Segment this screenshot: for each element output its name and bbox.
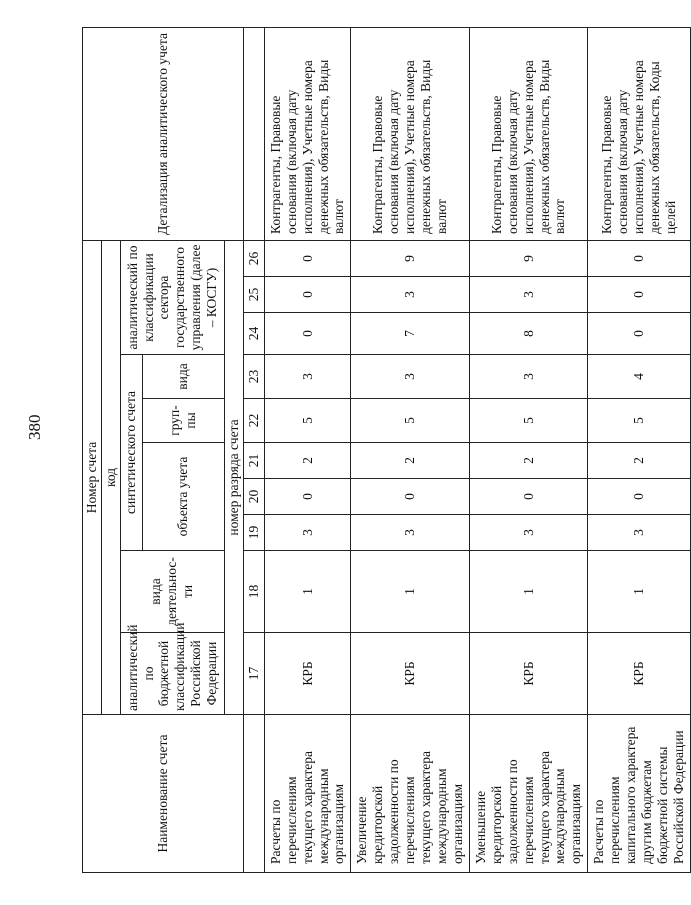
- group-digit: 5: [588, 399, 691, 443]
- object-digit: 0: [588, 479, 691, 515]
- detail-text: Контрагенты, Правовые основания (включая дату исполнения), Учетные номера денежных обязательств, Виды валют: [264, 27, 351, 240]
- header-synthetic: синтетического счета: [120, 355, 142, 551]
- column-number: 22: [243, 399, 264, 443]
- group-digit: 5: [351, 399, 469, 443]
- kosgu-digit: 9: [351, 240, 469, 276]
- accounts-table: [82, 27, 691, 873]
- header-code: код: [101, 240, 120, 714]
- header-account-number: Номер счета: [83, 240, 102, 714]
- object-digit: 0: [264, 479, 351, 515]
- table-row: [264, 27, 351, 872]
- kosgu-digit: 0: [588, 240, 691, 276]
- object-digit: 3: [588, 515, 691, 551]
- header-digit-number: номер разряда счета: [224, 240, 243, 714]
- header-kosgu: аналитический по классификации сектора государственного управления (далее – КОСГУ): [120, 240, 224, 354]
- account-name: Уменьшение кредиторской задолженности по перечислениям текущего характера международным организациям: [469, 715, 587, 873]
- page-number: 380: [25, 414, 44, 440]
- kosgu-digit: 3: [469, 277, 587, 313]
- table-row: [469, 27, 587, 872]
- detail-text: Контрагенты, Правовые основания (включая дату исполнения), Учетные номера денежных обязательств, Коды целей: [588, 27, 691, 240]
- object-digit: 0: [469, 479, 587, 515]
- column-number: 17: [243, 633, 264, 715]
- kosgu-digit: 0: [588, 313, 691, 355]
- column-number: 25: [243, 277, 264, 313]
- kosgu-digit: 0: [264, 240, 351, 276]
- header-budget-classification: аналитический по бюджетной классификации Российской Федерации: [120, 633, 224, 715]
- type-digit: 3: [469, 355, 587, 399]
- header-account-name: Наименование счета: [83, 715, 244, 873]
- table-row: [351, 27, 469, 872]
- object-digit: 3: [469, 515, 587, 551]
- kosgu-digit: 8: [469, 313, 587, 355]
- type-digit: 3: [264, 355, 351, 399]
- object-digit: 3: [351, 515, 469, 551]
- column-number: 23: [243, 355, 264, 399]
- account-name: Расчеты по перечислениям капитального характера другим бюджетам бюджетной системы Российской Федерации: [588, 715, 691, 873]
- header-account-object: объекта учета: [142, 443, 224, 551]
- header-group: груп-пы: [142, 399, 224, 443]
- object-digit: 2: [469, 443, 587, 479]
- activity-code: 1: [588, 551, 691, 633]
- object-digit: 3: [264, 515, 351, 551]
- account-name: Увеличение кредиторской задолженности по перечислениям текущего характера международным организациям: [351, 715, 469, 873]
- budget-code: КРБ: [469, 633, 587, 715]
- budget-code: КРБ: [588, 633, 691, 715]
- activity-code: 1: [351, 551, 469, 633]
- header-detail: Детализация аналитического учета: [83, 27, 244, 240]
- rotated-table-container: [82, 28, 686, 873]
- kosgu-digit: 7: [351, 313, 469, 355]
- budget-code: КРБ: [264, 633, 351, 715]
- column-number: 21: [243, 443, 264, 479]
- kosgu-digit: 3: [351, 277, 469, 313]
- header-activity-type: вида деятельнос-ти: [120, 551, 224, 633]
- column-number: 24: [243, 313, 264, 355]
- object-digit: 2: [588, 443, 691, 479]
- header-type: вида: [142, 355, 224, 399]
- type-digit: 4: [588, 355, 691, 399]
- kosgu-digit: 0: [264, 313, 351, 355]
- column-number: 20: [243, 479, 264, 515]
- object-digit: 2: [351, 443, 469, 479]
- column-number: 18: [243, 551, 264, 633]
- column-number: 26: [243, 240, 264, 276]
- budget-code: КРБ: [351, 633, 469, 715]
- table-row: [588, 27, 691, 872]
- activity-code: 1: [264, 551, 351, 633]
- group-digit: 5: [469, 399, 587, 443]
- detail-text: Контрагенты, Правовые основания (включая дату исполнения), Учетные номера денежных обязательств, Виды валют: [351, 27, 469, 240]
- kosgu-digit: 9: [469, 240, 587, 276]
- kosgu-digit: 0: [264, 277, 351, 313]
- kosgu-digit: 0: [588, 277, 691, 313]
- activity-code: 1: [469, 551, 587, 633]
- account-name: Расчеты по перечислениям текущего характера международным организациям: [264, 715, 351, 873]
- type-digit: 3: [351, 355, 469, 399]
- group-digit: 5: [264, 399, 351, 443]
- object-digit: 0: [351, 479, 469, 515]
- detail-text: Контрагенты, Правовые основания (включая дату исполнения), Учетные номера денежных обязательств, Виды валют: [469, 27, 587, 240]
- object-digit: 2: [264, 443, 351, 479]
- column-number: 19: [243, 515, 264, 551]
